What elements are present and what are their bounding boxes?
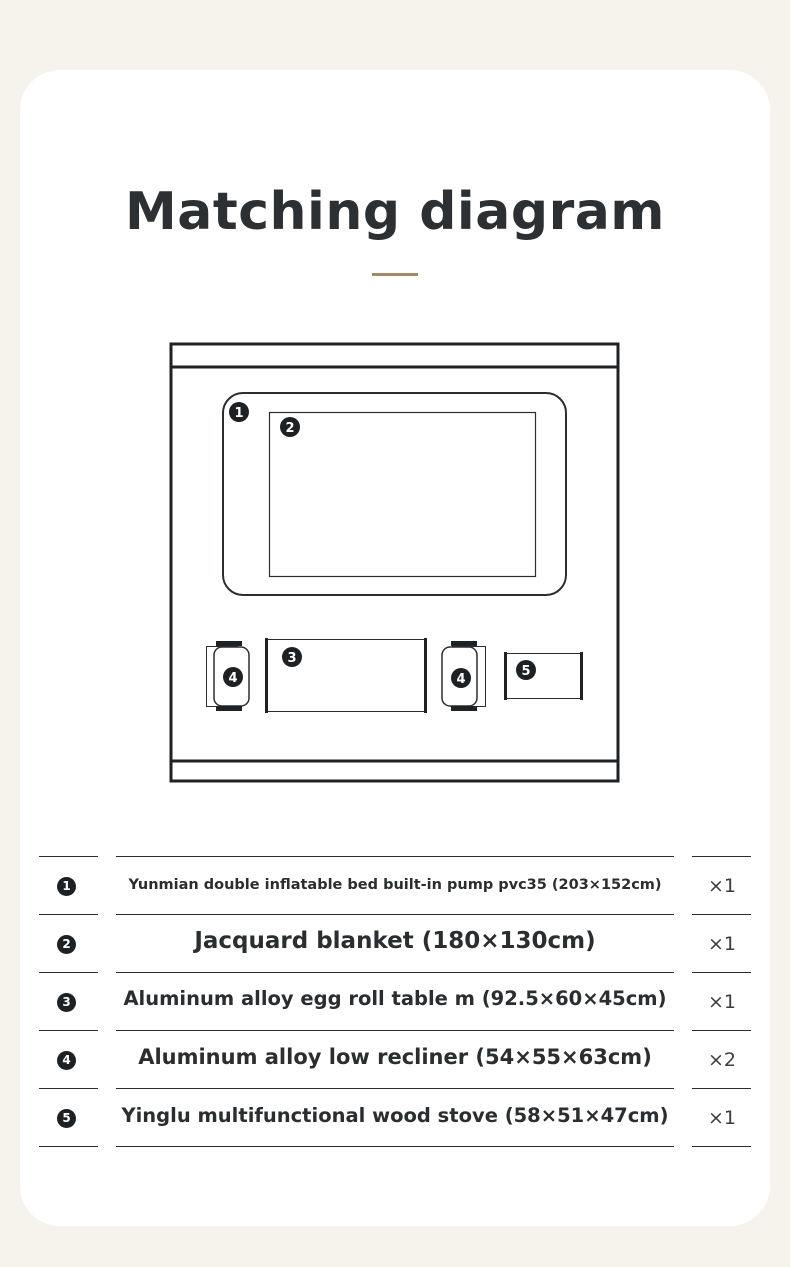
svg-text:5: 5 xyxy=(521,664,531,679)
row-number-badge: 2 xyxy=(57,935,76,954)
item-name: Jacquard blanket (180×130cm) xyxy=(194,928,596,954)
svg-text:1: 1 xyxy=(234,406,244,421)
marker-5 xyxy=(516,660,536,680)
row-number-badge: 3 xyxy=(57,993,76,1012)
marker-3 xyxy=(282,647,302,667)
item-name: Aluminum alloy egg roll table m (92.5×60×45cm) xyxy=(123,987,667,1010)
item-quantity: ×1 xyxy=(707,933,736,955)
stove-shape xyxy=(504,652,583,700)
svg-text:4: 4 xyxy=(456,672,466,687)
marker-4-left xyxy=(223,667,243,687)
page-title: Matching diagram xyxy=(125,182,665,242)
item-name: Aluminum alloy low recliner (54×55×63cm) xyxy=(138,1045,652,1069)
bed-shape xyxy=(223,393,566,595)
svg-text:4: 4 xyxy=(228,671,238,686)
svg-text:3: 3 xyxy=(287,651,297,666)
marker-2 xyxy=(280,417,300,437)
row-number-badge: 1 xyxy=(57,877,76,896)
item-quantity: ×1 xyxy=(707,991,736,1013)
row-number-badge: 5 xyxy=(57,1109,76,1128)
marker-4-right xyxy=(451,668,471,688)
item-name: Yinglu multifunctional wood stove (58×51×47cm) xyxy=(121,1104,669,1127)
item-name: Yunmian double inflatable bed built-in pump pvc35 (203×152cm) xyxy=(128,877,662,893)
marker-1 xyxy=(229,402,249,422)
svg-text:2: 2 xyxy=(285,421,295,436)
blanket-shape xyxy=(270,413,536,577)
item-quantity: ×1 xyxy=(707,875,736,897)
row-number-badge: 4 xyxy=(57,1051,76,1070)
item-quantity: ×1 xyxy=(707,1107,736,1129)
item-quantity: ×2 xyxy=(707,1049,736,1071)
